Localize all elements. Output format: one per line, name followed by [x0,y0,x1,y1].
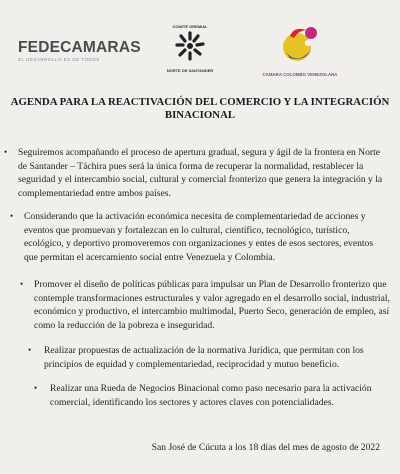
bullet-icon: • [28,345,32,355]
camara-name: CAMARA COLOMBO VENEZOLANA [262,72,338,77]
bullet-icon: • [20,279,24,289]
agenda-item-1 [18,146,386,200]
agenda-item-text: Realizar una Rueda de Negocios Binacional como paso necesario para la activación comercial, identificando los sectores y actores claves con potencialidades. [50,383,372,408]
document-title: AGENDA PARA LA REACTIVACIÓN DEL COMERCIO Y LA INTEGRACIÓN BINACIONAL [10,96,390,121]
agenda-item-text: Realizar propuestas de actualización de la normativa Jurídica, que permitan con los principios de equidad y complementariedad, reciprocidad y mutuo beneficio. [44,345,364,370]
comite-gremial-logo [160,24,220,73]
agenda-item-2 [24,210,388,264]
fedecamaras-logo [18,39,141,62]
camara-emblem-icon [278,22,322,66]
comite-bottom-label: NORTE DE SANTANDER [166,68,214,73]
agenda-item-text: Seguiremos acompañando el proceso de apertura gradual, segura y ágil de la frontera en Norte de Santander – Táchira pues será la única forma de recuperar la normalidad, restablecer la seguridad y el intercambio social, cultural y comercial fronterizo que genera la integración y la complementariedad entre ambos países. [18,147,383,199]
comite-emblem-icon [172,29,208,63]
agenda-item-3 [34,278,390,332]
comite-top-label: COMITÉ GREMIAL [172,24,208,29]
agenda-item-text: Considerando que la activación económica necesita de complementariedad de acciones y eventos que promuevan y fortalezcan en lo cultural, científico, tecnológico, turístico, ecológico, y deportivo promoveremos con organizaciones y entes de esos sectores, eventos que permitan el acercamiento social entre Venezuela y Colombia. [24,211,374,263]
agenda-item-5 [50,382,390,409]
camara-colombo-venezolana-logo [250,22,350,77]
bullet-icon: • [10,211,14,221]
fedecamaras-tagline: EL DESARROLLO ES DE TODOS [18,57,100,62]
bullet-icon: • [4,147,8,157]
agenda-item-text: Promover el diseño de políticas públicas para impulsar un Plan de Desarrollo fronterizo que contemple transformaciones estructurales y valor agregado en el desarrollo social, industrial, económico y productivo, el intercambio multimodal, Puerto Seco, generación de empleo, así como la reducción de la pobreza e inseguridad. [34,279,390,331]
fedecamaras-name: FEDECAMARAS [18,39,141,56]
bullet-icon: • [34,383,38,393]
agenda-item-4 [44,344,390,371]
date-location-footer: San José de Cúcuta a los 18 días del mes de agosto de 2022 [151,442,380,453]
